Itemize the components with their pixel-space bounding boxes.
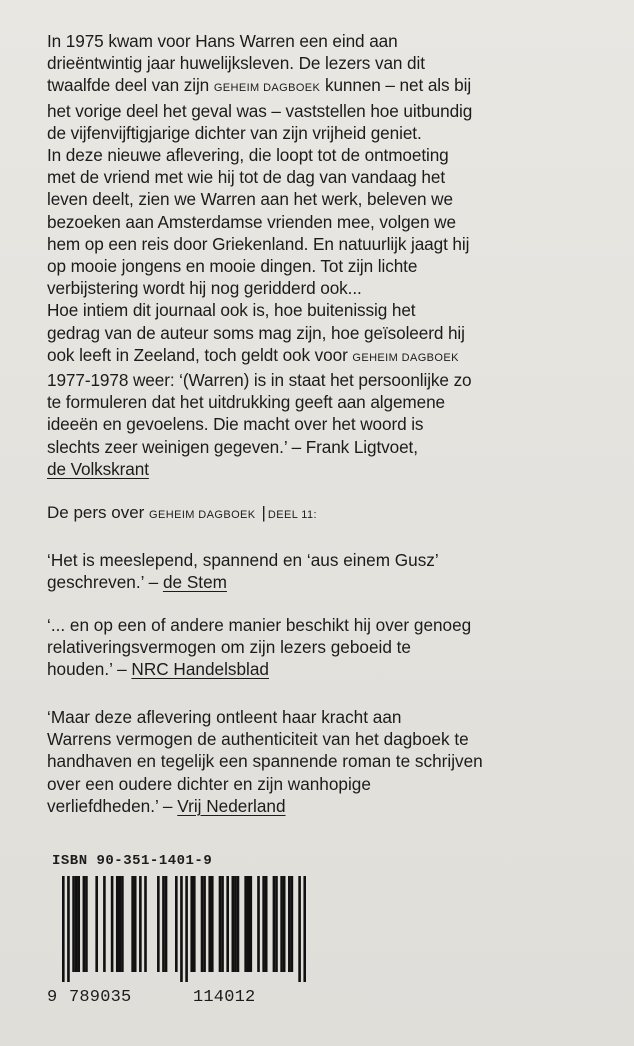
barcode-bar [208, 876, 211, 972]
barcode-bar [103, 876, 106, 972]
blurb-line: Hoe intiem dit journaal ook is, hoe buitenissig het [47, 300, 416, 321]
blurb-line [47, 344, 607, 369]
blurb-line [47, 74, 607, 99]
quote-line: relativeringsvermogen om zijn lezers geboeid te [47, 637, 411, 658]
quote-line: ‘Het is meeslepend, spannend en ‘aus einem Gusz’ [47, 550, 439, 570]
blurb [47, 30, 607, 480]
quote-line: handhaven en tegelijk een spannende roman te schrijven [47, 751, 483, 772]
barcode-bar [283, 876, 286, 972]
isbn-label: ISBN 90-351-1401-9 [52, 853, 213, 869]
barcode-bar [131, 876, 134, 972]
barcode-bar [291, 876, 294, 972]
quote-line [47, 795, 607, 817]
blurb-text: ook leeft in Zeeland, toch geldt ook voor [47, 344, 353, 365]
barcode-bar [244, 876, 247, 972]
ean-group-left: 789035 [69, 988, 132, 1007]
blurb-line: bezoeken aan Amsterdamse vrienden mee, volgen we [47, 211, 456, 232]
barcode-bar [119, 876, 122, 972]
press-heading-text: De pers over [47, 503, 150, 522]
barcode-bar [175, 876, 178, 972]
barcode-bar [257, 876, 260, 972]
ean-lead-digit: 9 [47, 988, 58, 1007]
volume-label: DEEL 11: [267, 509, 317, 521]
ean-group-right: 114012 [193, 988, 256, 1007]
press-quote [47, 549, 607, 593]
barcode-bar [185, 876, 188, 982]
quote-line: over een oudere dichter en zijn wanhopige [47, 773, 371, 794]
barcode-bar [193, 876, 196, 972]
press-heading [47, 503, 317, 523]
quote-line: Warrens vermogen de authenticiteit van het dagboek te [47, 729, 469, 750]
barcode-bar [237, 876, 240, 972]
series-title: GEHEIM DAGBOEK [213, 82, 321, 95]
barcode-bar [234, 876, 237, 972]
barcode-bar [275, 876, 278, 972]
barcode-bar [144, 876, 147, 972]
barcode-bar [288, 876, 291, 972]
quote-source: de Stem [162, 572, 227, 593]
blurb-line: het vorige deel het geval was – vaststellen hoe uitbundig [47, 100, 473, 121]
barcode-bar [111, 876, 114, 972]
barcode-bar [95, 876, 98, 972]
barcode-bar [273, 876, 276, 972]
barcode-bar [72, 876, 75, 972]
blurb-source: de Volkskrant [47, 458, 149, 479]
divider-bar: | [261, 503, 266, 522]
barcode-bar [262, 876, 265, 972]
barcode-bar [280, 876, 283, 972]
barcode-bar [134, 876, 137, 972]
blurb-line: op mooie jongens en mooie dingen. Tot zijn lichte [47, 256, 418, 277]
barcode [62, 876, 306, 982]
barcode-bar [85, 876, 88, 972]
blurb-line: met de vriend met wie hij tot de dag van vandaag het [47, 167, 446, 188]
blurb-text: kunnen – net als bij [320, 75, 472, 96]
quote-line: ‘... en op een of andere manier beschikt hij over genoeg [47, 615, 472, 635]
quote-text: geschreven.’ – [47, 572, 163, 593]
barcode-bar [77, 876, 80, 972]
barcode-bar [298, 876, 301, 982]
barcode-bar [203, 876, 206, 972]
barcode-bar [201, 876, 204, 972]
quote-text: houden.’ – [47, 659, 132, 680]
barcode-bar [247, 876, 250, 972]
blurb-line: de vijfenvijftigjarige dichter van zijn vrijheid geniet. [47, 122, 422, 143]
barcode-bar [83, 876, 86, 972]
barcode-bar [221, 876, 224, 972]
barcode-bar [180, 876, 183, 982]
quote-text: verliefdheden.’ – [47, 795, 178, 816]
blurb-line: gedrag van de auteur soms mag zijn, hoe geïsoleerd hij [47, 322, 465, 343]
barcode-bar [165, 876, 168, 972]
press-quote [47, 614, 607, 681]
barcode-bar [226, 876, 229, 972]
barcode-bar [265, 876, 268, 972]
series-title: GEHEIM DAGBOEK [352, 351, 459, 364]
series-title: GEHEIM DAGBOEK [149, 509, 256, 521]
blurb-text: twaalfde deel van zijn [47, 75, 214, 96]
blurb-line: ideeën en gevoelens. Die macht over het woord is [47, 414, 424, 435]
blurb-line: te formuleren dat het uitdrukking geeft aan algemene [47, 392, 446, 413]
barcode-bar [139, 876, 142, 972]
barcode-bar [116, 876, 119, 972]
blurb-line: verbijstering wordt hij nog geridderd ook... [47, 278, 362, 299]
quote-line [47, 571, 607, 593]
blurb-line: hem op een reis door Griekenland. En natuurlijk jaagt hij [47, 233, 470, 254]
blurb-line: slechts zeer weinigen gegeven.’ – Frank Ligtvoet, [47, 436, 418, 457]
quote-source: Vrij Nederland [177, 795, 286, 816]
barcode-bar [121, 876, 124, 972]
barcode-bar [232, 876, 235, 972]
quote-source: NRC Handelsblad [131, 659, 269, 680]
barcode-bar [211, 876, 214, 972]
blurb-line: 1977-1978 weer: ‘(Warren) is in staat het persoonlijke zo [47, 370, 472, 391]
barcode-bar [190, 876, 193, 972]
barcode-bar [219, 876, 222, 972]
barcode-bar [303, 876, 306, 982]
barcode-bar [62, 876, 65, 982]
barcode-bar [75, 876, 78, 972]
barcode-bar [162, 876, 165, 972]
barcode-bar [249, 876, 252, 972]
blurb-line: In 1975 kwam voor Hans Warren een eind aan [47, 31, 398, 51]
blurb-line: leven deelt, zien we Warren aan het werk, beleven we [47, 189, 453, 210]
quote-line: ‘Maar deze aflevering ontleent haar kracht aan [47, 707, 402, 727]
barcode-bar [67, 876, 70, 982]
barcode-bar [157, 876, 160, 972]
blurb-line: In deze nieuwe aflevering, die loopt tot de ontmoeting [47, 145, 449, 166]
blurb-line: drieëntwintig jaar huwelijksleven. De lezers van dit [47, 53, 425, 74]
press-quote [47, 706, 607, 817]
quote-line [47, 658, 607, 680]
